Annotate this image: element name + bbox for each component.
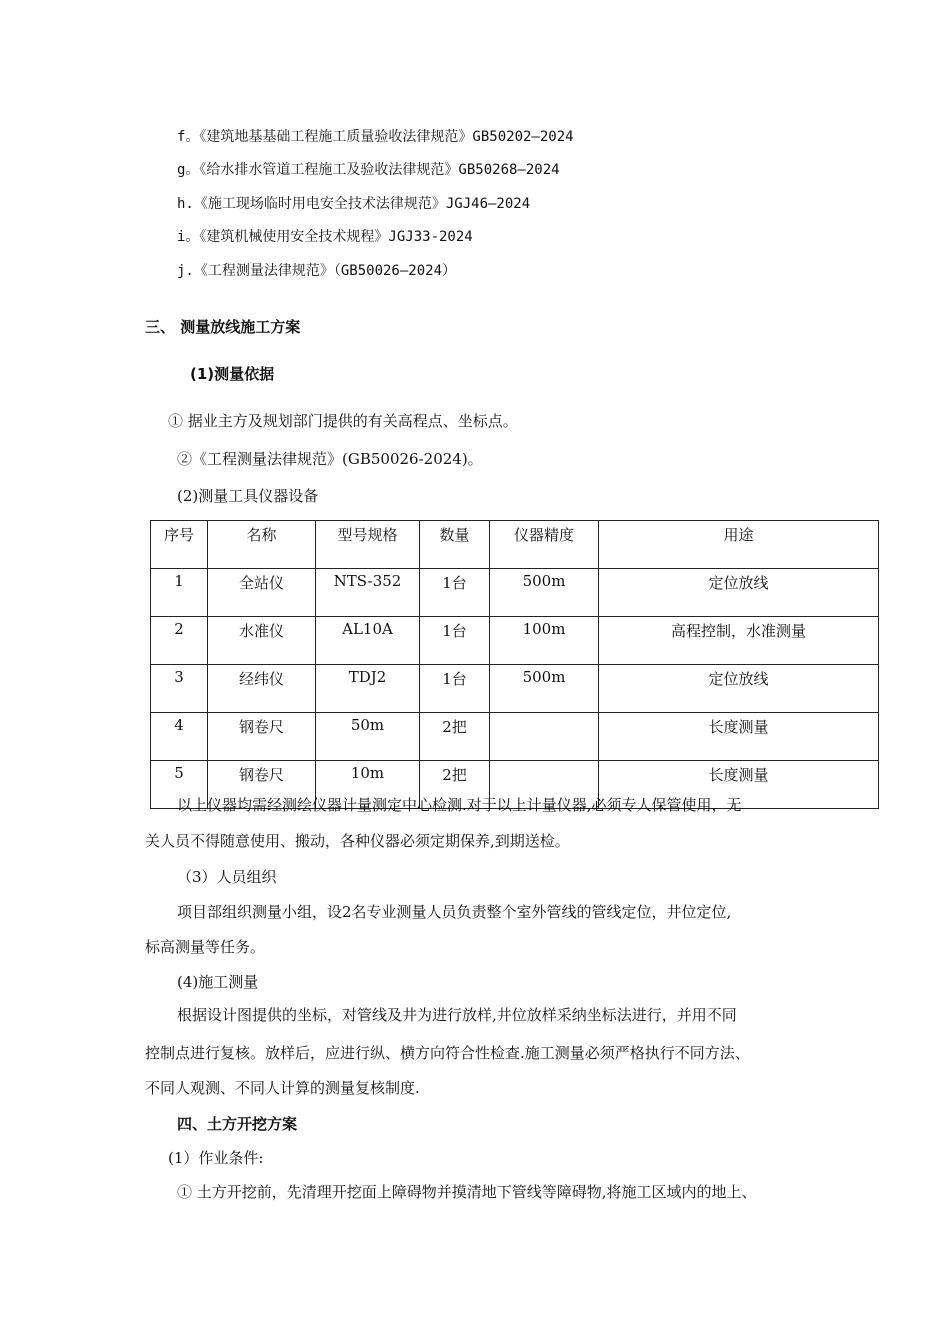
table-cell: 1台 — [420, 569, 490, 617]
reference-item: g。《给水排水管道工程施工及验收法律规范》GB50268—2024 — [177, 162, 560, 178]
table-cell: 钢卷尺 — [208, 713, 316, 761]
paragraph-line: ① 土方开挖前，先清理开挖面上障碍物并摸清地下管线等障碍物,将施工区域内的地上、 — [177, 1183, 757, 1201]
table-cell: 500m — [490, 665, 599, 713]
subsection-heading: (1)测量依据 — [190, 365, 275, 383]
table-cell: 1 — [151, 569, 208, 617]
reference-item: h.《施工现场临时用电安全技术法律规范》JGJ46—2024 — [177, 196, 531, 212]
table-cell: 5 — [151, 761, 208, 809]
paragraph-line: 项目部组织测量小组，设2名专业测量人员负责整个室外管线的管线定位，井位定位, — [177, 903, 732, 921]
subsection-heading: (1）作业条件: — [168, 1149, 264, 1167]
table-cell: 1台 — [420, 617, 490, 665]
basis-item: ②《工程测量法律规范》(GB50026-2024)。 — [177, 450, 483, 468]
equipment-table — [150, 520, 879, 809]
table-cell — [490, 713, 599, 761]
table-cell: 钢卷尺 — [208, 761, 316, 809]
paragraph-line: 控制点进行复核。放样后，应进行纵、横方向符合性检查.施工测量必须严格执行不同方法、 — [145, 1044, 750, 1062]
paragraph-line: 不同人观测、不同人计算的测量复核制度. — [145, 1079, 420, 1097]
table-cell: NTS-352 — [316, 569, 420, 617]
table-cell: 2 — [151, 617, 208, 665]
table-cell: 全站仪 — [208, 569, 316, 617]
paragraph-line: 关人员不得随意使用、搬动，各种仪器必须定期保养,到期送检。 — [145, 832, 570, 850]
reference-item: j.《工程测量法律规范》（GB50026—2024） — [177, 263, 457, 279]
table-row — [151, 569, 879, 617]
table-row — [151, 617, 879, 665]
table-cell: 定位放线 — [599, 665, 879, 713]
subsection-heading: (4)施工测量 — [177, 973, 259, 991]
paragraph-line: 标高测量等任务。 — [145, 938, 266, 956]
table-cell: 长度测量 — [599, 713, 879, 761]
table-row — [151, 713, 879, 761]
table-header-row — [151, 521, 879, 569]
subsection-heading: (2)测量工具仪器设备 — [177, 487, 319, 505]
paragraph-line: 根据设计图提供的坐标，对管线及井为进行放样,井位放样采纳坐标法进行，并用不同 — [177, 1006, 737, 1024]
basis-item: ① 据业主方及规划部门提供的有关高程点、坐标点。 — [168, 412, 518, 430]
table-cell: 经纬仪 — [208, 665, 316, 713]
subsection-heading: （3）人员组织 — [177, 868, 277, 886]
column-header: 型号规格 — [316, 521, 420, 569]
table-cell: 高程控制，水准测量 — [599, 617, 879, 665]
table-cell: 水准仪 — [208, 617, 316, 665]
section-heading: 三、 测量放线施工方案 — [145, 318, 301, 336]
reference-item: i。《建筑机械使用安全技术规程》JGJ33-2024 — [177, 229, 473, 245]
reference-item: f。《建筑地基基础工程施工质量验收法律规范》GB50202—2024 — [177, 129, 574, 145]
table-cell: TDJ2 — [316, 665, 420, 713]
table-cell: 10m — [316, 761, 420, 809]
table-cell: 2把 — [420, 713, 490, 761]
table-cell: 2把 — [420, 761, 490, 809]
table-cell: 3 — [151, 665, 208, 713]
paragraph-line: 以上仪器均需经测绘仪器计量测定中心检测.对于以上计量仪器,必须专人保管使用，无 — [177, 796, 742, 814]
table-cell: 100m — [490, 617, 599, 665]
table-cell: 4 — [151, 713, 208, 761]
column-header: 仪器精度 — [490, 521, 599, 569]
section-heading: 四、土方开挖方案 — [177, 1115, 298, 1133]
table-cell: 1台 — [420, 665, 490, 713]
column-header: 序号 — [151, 521, 208, 569]
table-cell: AL10A — [316, 617, 420, 665]
column-header: 名称 — [208, 521, 316, 569]
table-cell: 50m — [316, 713, 420, 761]
table-cell: 500m — [490, 569, 599, 617]
column-header: 用途 — [599, 521, 879, 569]
table-cell: 定位放线 — [599, 569, 879, 617]
table-row — [151, 665, 879, 713]
column-header: 数量 — [420, 521, 490, 569]
table-cell: 长度测量 — [599, 761, 879, 809]
